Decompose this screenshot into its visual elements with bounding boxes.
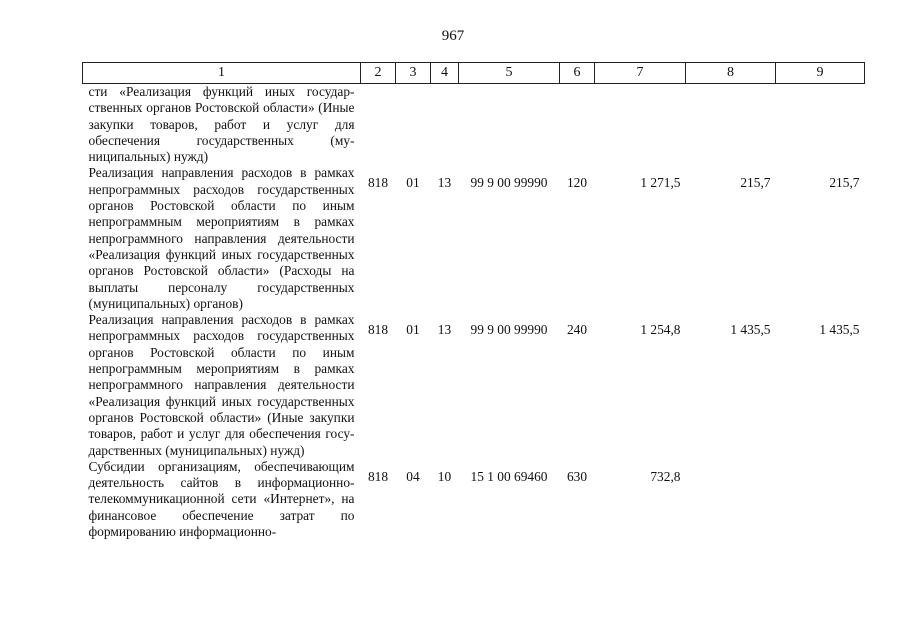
row-subsection-code: 13 — [437, 175, 452, 191]
row-section-code: 01 — [406, 175, 420, 191]
row-target-article: 99 9 00 99990 — [470, 322, 548, 338]
row-description: Реализация направления расходов в рамках непрограммных расходов государственных органов Ростовской области по иным непрограммным мероприятиям в рамках непрограммного направления деятельности «Реализация функций иных государственных органов Ростовской области» (Расходы на выплаты персоналу государственных (муниципальных) органов) — [88, 165, 355, 311]
header-cell-3: 3 — [396, 63, 431, 84]
table-row — [83, 165, 865, 312]
row-amount-year-1: 1 254,8 — [640, 322, 681, 338]
page-number: 967 — [441, 28, 465, 44]
row-ministry-code: 818 — [367, 468, 389, 484]
budget-table — [82, 62, 865, 540]
row-amount-year-1 — [595, 84, 686, 166]
row-amount-year-3 — [776, 459, 865, 540]
row-ministry-code: 818 — [367, 322, 389, 338]
row-amount-year-2 — [686, 459, 776, 540]
row-subsection-code: 13 — [437, 322, 452, 338]
row-target-article: 99 9 00 99990 — [470, 175, 548, 191]
table-row — [83, 84, 865, 166]
row-amount-year-2 — [686, 84, 776, 166]
row-ministry-code: 818 — [367, 175, 389, 191]
header-cell-5: 5 — [459, 63, 560, 84]
row-target-article: 15 1 00 69460 — [470, 468, 548, 484]
header-cell-1: 1 — [83, 63, 361, 84]
row-amount-year-2: 215,7 — [740, 175, 771, 191]
header-cell-9: 9 — [776, 63, 865, 84]
header-cell-6: 6 — [560, 63, 595, 84]
header-cell-7: 7 — [595, 63, 686, 84]
row-section-code — [396, 84, 431, 166]
row-description: сти «Реализация функций иных государственных органов Ростовской области» (Иные закупки товаров, работ и услуг для обеспечения государственных (муниципальных) нужд) — [88, 84, 355, 165]
header-cell-4: 4 — [431, 63, 459, 84]
row-amount-year-1: 732,8 — [650, 468, 681, 484]
row-expense-type: 240 — [566, 322, 588, 338]
row-amount-year-3: 1 435,5 — [819, 322, 860, 338]
header-row — [83, 63, 865, 84]
row-ministry-code — [361, 84, 396, 166]
row-expense-type — [560, 84, 595, 166]
row-target-article — [459, 84, 560, 166]
row-description: Субсидии организациям, обеспечивающим деятельность сайтов в информационно-телекоммуникационной сети «Интернет», на финансовое обеспечение затрат по формированию информационно- — [88, 458, 355, 540]
row-subsection-code — [431, 84, 459, 166]
table-row — [83, 312, 865, 459]
row-subsection-code: 10 — [437, 468, 452, 484]
header-cell-8: 8 — [686, 63, 776, 84]
row-description: Реализация направления расходов в рамках непрограммных расходов государственных органов Ростовской области по иным непрограммным мероприятиям в рамках непрограммного направления деятельности «Реализация функций иных государственных органов Ростовской области» (Иные закупки товаров, работ и услуг для обеспечения государственных (муниципальных) нужд) — [88, 312, 355, 458]
row-expense-type: 120 — [566, 175, 588, 191]
row-amount-year-1: 1 271,5 — [640, 175, 681, 191]
row-section-code: 04 — [406, 468, 420, 484]
row-amount-year-3: 215,7 — [829, 175, 860, 191]
row-amount-year-2: 1 435,5 — [730, 322, 771, 338]
row-amount-year-3 — [776, 84, 865, 166]
header-cell-2: 2 — [361, 63, 396, 84]
table-row — [83, 459, 865, 540]
row-section-code: 01 — [406, 322, 420, 338]
row-expense-type: 630 — [566, 468, 588, 484]
